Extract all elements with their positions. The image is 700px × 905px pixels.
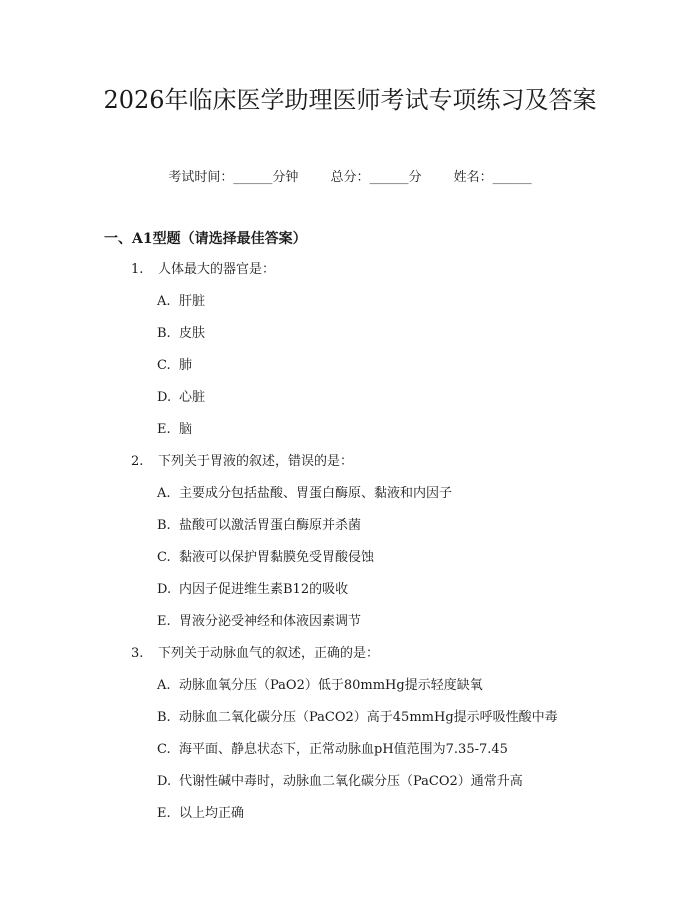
- option-letter: B.: [157, 518, 171, 533]
- option-letter: B.: [157, 326, 171, 341]
- option-letter: D.: [157, 582, 172, 597]
- option-e: [0, 804, 700, 836]
- option-letter: E.: [157, 614, 171, 629]
- option-letter: A.: [157, 294, 171, 309]
- document-title: 2026年临床医学助理医师考试专项练习及答案: [103, 86, 597, 114]
- option-d: [0, 580, 700, 612]
- question-number: 3.: [131, 646, 144, 661]
- question-3: [0, 644, 700, 836]
- option-text: 脑: [179, 422, 193, 437]
- option-e: [0, 420, 700, 452]
- option-text: 皮肤: [179, 326, 206, 341]
- exam-info: [0, 168, 700, 188]
- question-stem: [0, 644, 700, 676]
- option-b: [0, 324, 700, 356]
- option-c: [0, 356, 700, 388]
- option-letter: A.: [157, 678, 171, 693]
- option-a: [0, 484, 700, 516]
- option-d: [0, 388, 700, 420]
- option-text: 肺: [179, 358, 193, 373]
- question-text: 下列关于胃液的叙述，错误的是：: [158, 454, 354, 469]
- option-text: 以上均正确: [179, 806, 245, 821]
- option-letter: C.: [157, 550, 171, 565]
- question-text: 下列关于动脉血气的叙述，正确的是：: [158, 646, 380, 661]
- question-stem: [0, 452, 700, 484]
- option-letter: D.: [157, 774, 172, 789]
- option-a: [0, 292, 700, 324]
- question-number: 2.: [131, 454, 144, 469]
- option-text: 内因子促进维生素B12的吸收: [179, 582, 349, 597]
- option-text: 心脏: [179, 390, 206, 405]
- option-letter: A.: [157, 486, 171, 501]
- option-letter: E.: [157, 806, 171, 821]
- question-text: 人体最大的器官是：: [158, 262, 276, 277]
- option-letter: B.: [157, 710, 171, 725]
- option-letter: C.: [157, 358, 171, 373]
- section-title: 一、A1型题（请选择最佳答案）: [104, 231, 307, 247]
- option-text: 肝脏: [179, 294, 206, 309]
- question-list: [0, 260, 700, 836]
- option-text: 海平面、静息状态下，正常动脉血pH值范围为7.35-7.45: [179, 742, 508, 757]
- option-a: [0, 676, 700, 708]
- question-2: [0, 452, 700, 644]
- option-b: [0, 708, 700, 740]
- option-letter: C.: [157, 742, 171, 757]
- option-text: 主要成分包括盐酸、胃蛋白酶原、黏液和内因子: [179, 486, 453, 501]
- exam-name-field: 姓名：______: [453, 170, 532, 185]
- option-c: [0, 740, 700, 772]
- exam-time-field: 考试时间：______分钟: [168, 170, 299, 185]
- option-text: 代谢性碱中毒时，动脉血二氧化碳分压（PaCO2）通常升高: [179, 774, 523, 789]
- question-number: 1.: [131, 262, 144, 277]
- option-d: [0, 772, 700, 804]
- option-text: 黏液可以保护胃黏膜免受胃酸侵蚀: [179, 550, 375, 565]
- option-e: [0, 612, 700, 644]
- option-text: 盐酸可以激活胃蛋白酶原并杀菌: [179, 518, 362, 533]
- option-letter: D.: [157, 390, 172, 405]
- option-letter: E.: [157, 422, 171, 437]
- option-c: [0, 548, 700, 580]
- option-b: [0, 516, 700, 548]
- option-text: 动脉血氧分压（PaO2）低于80mmHg提示轻度缺氧: [179, 678, 483, 693]
- question-1: [0, 260, 700, 452]
- option-text: 胃液分泌受神经和体液因素调节: [179, 614, 362, 629]
- question-stem: [0, 260, 700, 292]
- option-text: 动脉血二氧化碳分压（PaCO2）高于45mmHg提示呼吸性酸中毒: [179, 710, 558, 725]
- exam-score-field: 总分：______分: [330, 170, 422, 185]
